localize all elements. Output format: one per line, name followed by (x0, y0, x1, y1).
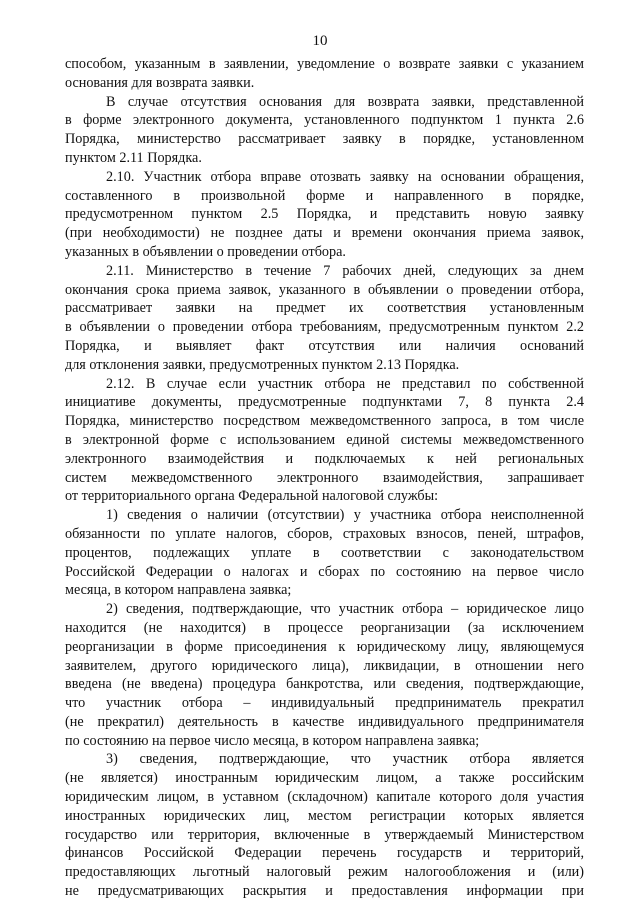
document-body (65, 55, 584, 901)
text-line: 2.10. Участник отбора вправе отозвать заявку на основании обращения, (106, 168, 584, 185)
text-line: пунктом 2.11 Порядка. (65, 149, 202, 166)
text-line: в форме электронного документа, установленного подпунктом 1 пункта 2.6 (65, 112, 584, 129)
text-line: Порядка, министерство рассматривает заявку в порядке, установленном (65, 131, 584, 148)
text-line: иностранных юридических лиц, местом регистрации которых является (65, 807, 584, 824)
page-number: 10 (312, 33, 328, 49)
text-line: в объявлении о проведении отбора требованиям, предусмотренным пунктом 2.2 (65, 319, 584, 336)
text-line: 3) сведения, подтверждающие, что участник отбора является (106, 751, 584, 768)
text-line: способом, указанным в заявлении, уведомление о возврате заявки с указанием (65, 56, 584, 72)
text-line: систем межведомственного электронного взаимодействия, запрашивает (65, 469, 584, 486)
text-line: от территориального органа Федеральной налоговой службы: (65, 488, 439, 505)
text-line: (не прекратил) деятельность в качестве индивидуального предпринимателя (65, 713, 584, 730)
text-line: юридическим лицом, в уставном (складочном) капитале которого доля участия (65, 789, 584, 806)
text-line: предусмотренном пунктом 2.5 Порядка, и представить новую заявку (65, 206, 584, 223)
text-line: (не является) иностранным юридическим лицом, а также российским (65, 770, 584, 787)
text-line: (при необходимости) не позднее даты и времени окончания приема заявок, (65, 225, 584, 242)
text-line: в электронной форме с использованием единой системы межведомственного (65, 431, 584, 448)
text-line: предоставляющих льготный налоговый режим налогообложения и (или) (65, 864, 584, 881)
text-line: 1) сведения о наличии (отсутствии) у участника отбора неисполненной (106, 507, 584, 524)
text-line: электронного взаимодействия и подключаемых к ней региональных (65, 450, 584, 467)
text-line: 2.11. Министерство в течение 7 рабочих дней, следующих за днем (106, 262, 584, 279)
text-line: введена (не введена) процедура банкротства, или сведения, подтверждающие, (65, 676, 584, 693)
text-line: месяца, в котором направлена заявка; (65, 582, 292, 599)
text-line: Порядка, и выявляет факт отсутствия или наличия оснований (65, 337, 584, 354)
text-line: окончания срока приема заявок, указанного в объявлении о проведении отбора, (65, 281, 584, 298)
text-line: указанных в объявлении о проведении отбора. (65, 243, 346, 260)
text-line: Российской Федерации о налогах и сборах по состоянию на первое число (65, 563, 584, 580)
text-line: государство или территория, включенные в утверждаемый Министерством (65, 826, 584, 843)
text-line: Порядка, министерство посредством межведомственного запроса, в том числе (65, 413, 584, 430)
text-line: составленного в произвольной форме и направленного в порядке, (65, 187, 584, 204)
text-line: обязанности по уплате налогов, сборов, страховых взносов, пеней, штрафов, (65, 525, 584, 542)
text-line: 2) сведения, подтверждающие, что участник отбора – юридическое лицо (106, 601, 584, 618)
text-line: финансов Российской Федерации перечень государств и территорий, (65, 845, 584, 862)
text-line: что участник отбора – индивидуальный предприниматель прекратил (65, 695, 584, 712)
text-line: рассматривает заявки на предмет их соответствия установленным (65, 300, 584, 317)
text-line: реорганизации в форме присоединения к юридическому лицу, являющемуся (65, 638, 584, 655)
text-line: 2.12. В случае если участник отбора не представил по собственной (106, 375, 584, 392)
text-line: инициативе документы, предусмотренные подпунктами 7, 8 пункта 2.4 (65, 394, 584, 411)
text-line: В случае отсутствия основания для возврата заявки, представленной (106, 93, 584, 110)
text-line: для отклонения заявки, предусмотренных пунктом 2.13 Порядка. (65, 356, 460, 373)
text-line: процентов, подлежащих уплате в соответствии с законодательством (65, 544, 584, 561)
text-line: находится (не находится) в процессе реорганизации (за исключением (65, 619, 584, 636)
text-line: по состоянию на первое число месяца, в котором направлена заявка; (65, 732, 480, 749)
text-line: заявителем, другого юридического лица), ликвидации, в отношении него (65, 657, 584, 674)
text-line: основания для возврата заявки. (65, 74, 255, 91)
text-line: не предусматривающих раскрытия и предоставления информации при (65, 883, 584, 900)
